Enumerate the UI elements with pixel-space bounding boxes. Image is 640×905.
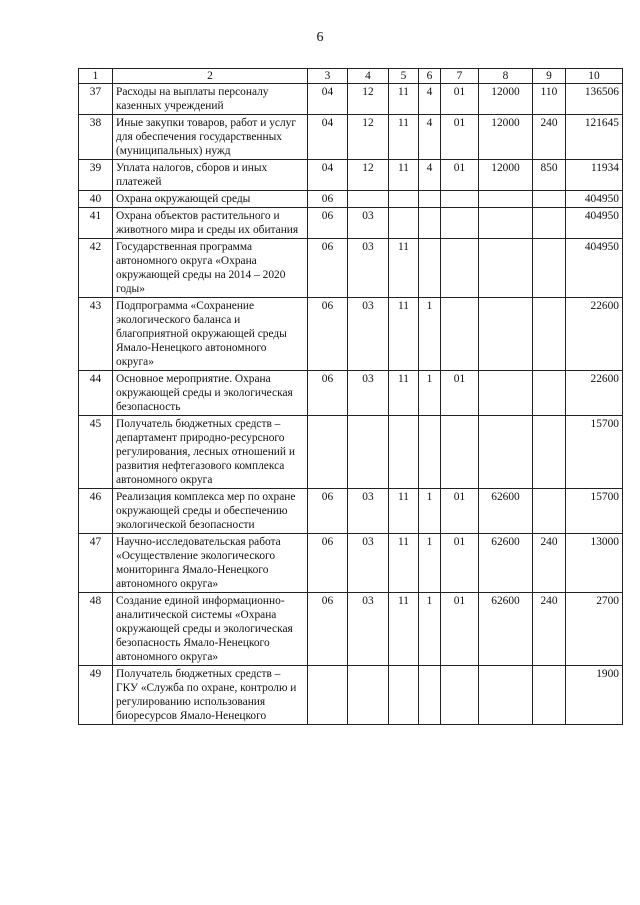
activity-code-cell: 01 — [441, 115, 479, 160]
direction-code-cell — [479, 208, 533, 239]
row-number-cell: 49 — [79, 666, 113, 725]
row-number-cell: 46 — [79, 489, 113, 534]
expense-type-cell: 240 — [533, 534, 566, 593]
column-header: 8 — [479, 69, 533, 84]
program-code-cell — [389, 208, 419, 239]
column-header: 9 — [533, 69, 566, 84]
expense-type-cell — [533, 298, 566, 371]
description-cell: Реализация комплекса мер по охране окружающей среды и обеспечению экологической безопасности — [113, 489, 308, 534]
subprogram-code-cell — [419, 666, 441, 725]
row-number-cell: 48 — [79, 593, 113, 666]
row-number-cell: 38 — [79, 115, 113, 160]
section-code-cell: 06 — [308, 208, 348, 239]
expense-type-cell: 110 — [533, 84, 566, 115]
row-number-cell: 37 — [79, 84, 113, 115]
amount-cell: 404950 — [566, 191, 623, 208]
page-number: 6 — [316, 30, 324, 45]
table-row — [79, 534, 623, 593]
section-code-cell: 06 — [308, 371, 348, 416]
table-row — [79, 489, 623, 534]
section-code-cell: 06 — [308, 191, 348, 208]
subsection-code-cell: 12 — [348, 160, 389, 191]
direction-code-cell: 12000 — [479, 84, 533, 115]
direction-code-cell: 12000 — [479, 115, 533, 160]
program-code-cell — [389, 191, 419, 208]
row-number-cell: 43 — [79, 298, 113, 371]
direction-code-cell — [479, 371, 533, 416]
program-code-cell: 11 — [389, 534, 419, 593]
section-code-cell: 04 — [308, 115, 348, 160]
description-cell: Охрана окружающей среды — [113, 191, 308, 208]
table-row — [79, 666, 623, 725]
program-code-cell: 11 — [389, 115, 419, 160]
row-number-cell: 44 — [79, 371, 113, 416]
column-header: 5 — [389, 69, 419, 84]
amount-cell: 13000 — [566, 534, 623, 593]
direction-code-cell — [479, 191, 533, 208]
subsection-code-cell: 03 — [348, 489, 389, 534]
description-cell: Получатель бюджетных средств – департамент природно-ресурсного регулирования, лесных отношений и развития нефтегазового комплекса автономного округа — [113, 416, 308, 489]
column-header: 6 — [419, 69, 441, 84]
section-code-cell: 06 — [308, 489, 348, 534]
amount-cell: 22600 — [566, 371, 623, 416]
amount-cell: 11934 — [566, 160, 623, 191]
row-number-cell: 42 — [79, 239, 113, 298]
activity-code-cell — [441, 191, 479, 208]
section-code-cell: 04 — [308, 84, 348, 115]
activity-code-cell: 01 — [441, 489, 479, 534]
column-header: 4 — [348, 69, 389, 84]
direction-code-cell — [479, 416, 533, 489]
section-code-cell: 06 — [308, 593, 348, 666]
table-row — [79, 84, 623, 115]
subsection-code-cell: 03 — [348, 371, 389, 416]
budget-table — [78, 68, 623, 725]
table-row — [79, 416, 623, 489]
table-body — [79, 84, 623, 725]
subprogram-code-cell — [419, 191, 441, 208]
column-header: 7 — [441, 69, 479, 84]
amount-cell: 404950 — [566, 239, 623, 298]
direction-code-cell: 62600 — [479, 489, 533, 534]
subsection-code-cell — [348, 416, 389, 489]
subsection-code-cell: 03 — [348, 593, 389, 666]
description-cell: Подпрограмма «Сохранение экологического баланса и благоприятной окружающей среды Ямало-Ненецкого автономного округа» — [113, 298, 308, 371]
description-cell: Государственная программа автономного округа «Охрана окружающей среды на 2014 – 2020 годы» — [113, 239, 308, 298]
subprogram-code-cell: 4 — [419, 84, 441, 115]
expense-type-cell — [533, 666, 566, 725]
description-cell: Создание единой информационно-аналитической системы «Охрана окружающей среды и экологическая безопасность Ямало-Ненецкого автономного округа» — [113, 593, 308, 666]
direction-code-cell: 62600 — [479, 534, 533, 593]
section-code-cell: 04 — [308, 160, 348, 191]
subprogram-code-cell: 1 — [419, 489, 441, 534]
program-code-cell: 11 — [389, 298, 419, 371]
activity-code-cell: 01 — [441, 160, 479, 191]
program-code-cell: 11 — [389, 84, 419, 115]
subprogram-code-cell: 4 — [419, 115, 441, 160]
amount-cell: 22600 — [566, 298, 623, 371]
subsection-code-cell: 12 — [348, 84, 389, 115]
section-code-cell: 06 — [308, 298, 348, 371]
table-row — [79, 191, 623, 208]
table-row — [79, 160, 623, 191]
expense-type-cell — [533, 371, 566, 416]
expense-type-cell — [533, 239, 566, 298]
amount-cell: 15700 — [566, 416, 623, 489]
activity-code-cell — [441, 298, 479, 371]
subsection-code-cell — [348, 191, 389, 208]
activity-code-cell — [441, 666, 479, 725]
subsection-code-cell: 03 — [348, 298, 389, 371]
description-cell: Научно-исследовательская работа «Осуществление экологического мониторинга Ямало-Ненецкого автономного округа» — [113, 534, 308, 593]
activity-code-cell: 01 — [441, 534, 479, 593]
activity-code-cell — [441, 239, 479, 298]
description-cell: Получатель бюджетных средств – ГКУ «Служба по охране, контролю и регулированию использования биоресурсов Ямало-Ненецкого — [113, 666, 308, 725]
column-header: 10 — [566, 69, 623, 84]
expense-type-cell — [533, 191, 566, 208]
amount-cell: 121645 — [566, 115, 623, 160]
description-cell: Иные закупки товаров, работ и услуг для обеспечения государственных (муниципальных) нужд — [113, 115, 308, 160]
section-code-cell — [308, 416, 348, 489]
expense-type-cell: 240 — [533, 593, 566, 666]
subprogram-code-cell: 1 — [419, 298, 441, 371]
amount-cell: 404950 — [566, 208, 623, 239]
subprogram-code-cell: 1 — [419, 534, 441, 593]
activity-code-cell: 01 — [441, 593, 479, 666]
expense-type-cell — [533, 489, 566, 534]
subprogram-code-cell: 1 — [419, 371, 441, 416]
section-code-cell — [308, 666, 348, 725]
row-number-cell: 39 — [79, 160, 113, 191]
amount-cell: 2700 — [566, 593, 623, 666]
program-code-cell: 11 — [389, 160, 419, 191]
description-cell: Основное мероприятие. Охрана окружающей среды и экологическая безопасность — [113, 371, 308, 416]
section-code-cell: 06 — [308, 239, 348, 298]
column-number-header-row — [79, 69, 623, 84]
amount-cell: 15700 — [566, 489, 623, 534]
amount-cell: 136506 — [566, 84, 623, 115]
row-number-cell: 40 — [79, 191, 113, 208]
column-header: 3 — [308, 69, 348, 84]
description-cell: Охрана объектов растительного и животного мира и среды их обитания — [113, 208, 308, 239]
program-code-cell — [389, 666, 419, 725]
subprogram-code-cell — [419, 416, 441, 489]
subprogram-code-cell: 4 — [419, 160, 441, 191]
expense-type-cell: 850 — [533, 160, 566, 191]
program-code-cell: 11 — [389, 489, 419, 534]
subsection-code-cell: 03 — [348, 239, 389, 298]
direction-code-cell — [479, 298, 533, 371]
amount-cell: 1900 — [566, 666, 623, 725]
section-code-cell: 06 — [308, 534, 348, 593]
row-number-cell: 41 — [79, 208, 113, 239]
expense-type-cell: 240 — [533, 115, 566, 160]
direction-code-cell: 62600 — [479, 593, 533, 666]
column-header: 1 — [79, 69, 113, 84]
table-row — [79, 298, 623, 371]
program-code-cell: 11 — [389, 239, 419, 298]
subprogram-code-cell — [419, 239, 441, 298]
subsection-code-cell: 03 — [348, 534, 389, 593]
row-number-cell: 45 — [79, 416, 113, 489]
subsection-code-cell: 03 — [348, 208, 389, 239]
direction-code-cell — [479, 666, 533, 725]
table-row — [79, 371, 623, 416]
activity-code-cell: 01 — [441, 371, 479, 416]
expense-type-cell — [533, 208, 566, 239]
subsection-code-cell: 12 — [348, 115, 389, 160]
direction-code-cell — [479, 239, 533, 298]
activity-code-cell — [441, 208, 479, 239]
description-cell: Уплата налогов, сборов и иных платежей — [113, 160, 308, 191]
table-row — [79, 593, 623, 666]
subprogram-code-cell: 1 — [419, 593, 441, 666]
program-code-cell: 11 — [389, 371, 419, 416]
table-row — [79, 208, 623, 239]
activity-code-cell: 01 — [441, 84, 479, 115]
expense-type-cell — [533, 416, 566, 489]
table-row — [79, 115, 623, 160]
program-code-cell: 11 — [389, 593, 419, 666]
description-cell: Расходы на выплаты персоналу казенных учреждений — [113, 84, 308, 115]
table-row — [79, 239, 623, 298]
subsection-code-cell — [348, 666, 389, 725]
program-code-cell — [389, 416, 419, 489]
subprogram-code-cell — [419, 208, 441, 239]
row-number-cell: 47 — [79, 534, 113, 593]
activity-code-cell — [441, 416, 479, 489]
direction-code-cell: 12000 — [479, 160, 533, 191]
column-header: 2 — [113, 69, 308, 84]
